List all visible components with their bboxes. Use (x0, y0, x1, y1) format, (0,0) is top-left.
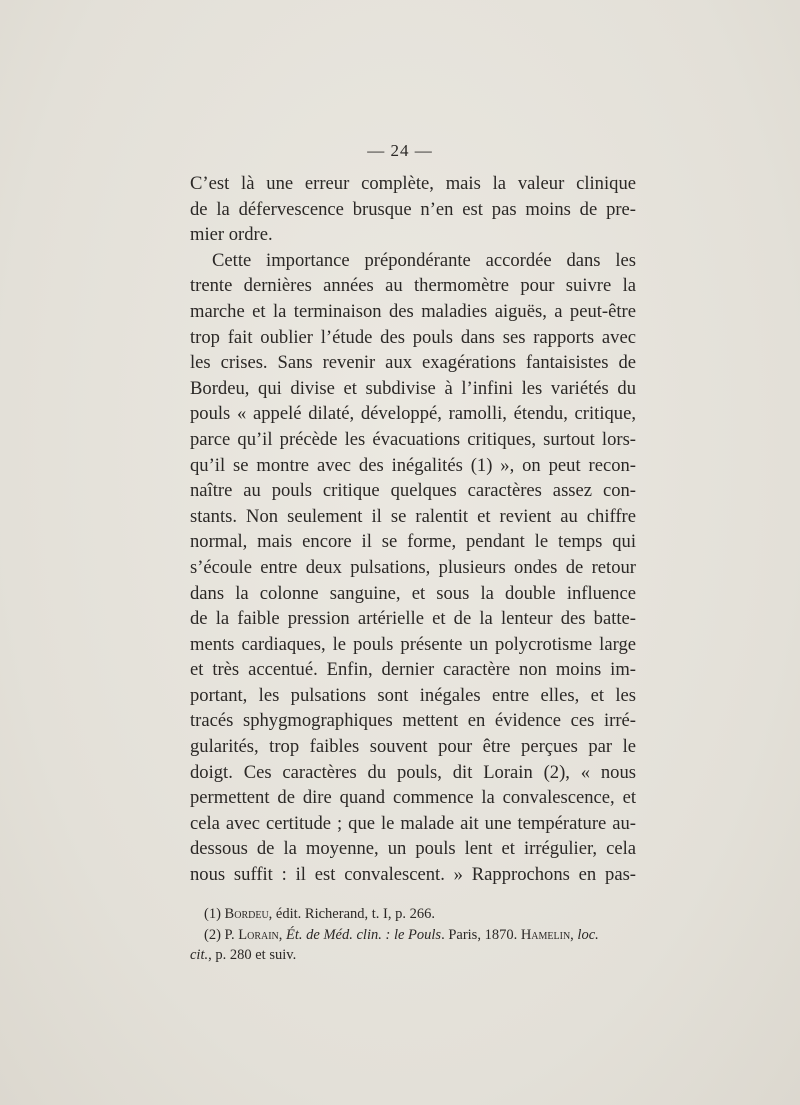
text-line: de la défervescence brusque n’en est pas moins de pre- (190, 198, 636, 220)
text-line: normal, mais encore il se forme, pendant le temps qui (190, 531, 636, 553)
text-line: marche et la terminaison des maladies aiguës, a peut-être (190, 300, 636, 322)
text-line: gularités, trop faibles souvent pour être perçues par le (190, 736, 636, 758)
text-line: trente dernières années au thermomètre pour suivre la (190, 275, 636, 297)
text-line: pouls « appelé dilaté, développé, ramolli, étendu, critique, (190, 403, 636, 425)
text-line: qu’il se montre avec des inégalités (1) », on peut recon- (190, 454, 636, 476)
footnote-2-continued (190, 945, 636, 966)
text-line: dessous de la moyenne, un pouls lent et irrégulier, cela (190, 838, 636, 860)
footnote-author: Lorain (238, 926, 279, 943)
text-line: C’est là une erreur complète, mais la valeur clinique (190, 173, 636, 194)
text-line: Cette importance prépondérante accordée dans les (212, 249, 636, 271)
text-line: tracés sphygmographiques mettent en évidence ces irré- (190, 710, 636, 732)
footnotes (190, 904, 636, 966)
text-line: doigt. Ces caractères du pouls, dit Lorain (2), « nous (190, 761, 636, 783)
text-line: parce qu’il précède les évacuations critiques, surtout lors- (190, 428, 636, 450)
footnote-marker: (2) P. (204, 926, 239, 943)
text-line: mier ordre. (190, 224, 273, 246)
text-line: Bordeu, qui divise et subdivise à l’infini les variétés du (190, 377, 636, 399)
text-line: les crises. Sans revenir aux exagérations fantaisistes de (190, 352, 636, 374)
text-line: portant, les pulsations sont inégales entre elles, et les (190, 684, 636, 706)
text-line: ments cardiaques, le pouls présente un polycrotisme large (190, 633, 636, 655)
text-line: permettent de dire quand commence la convalescence, et (190, 787, 636, 809)
text-line: s’écoule entre deux pulsations, plusieurs ondes de retour (190, 556, 636, 578)
page-number: — 24 — (367, 141, 433, 160)
text-line: trop fait oublier l’étude des pouls dans ses rapports avec (190, 326, 636, 348)
footnote-loc: loc. (577, 926, 599, 943)
text-line: dans la colonne sanguine, et sous la double influence (190, 582, 636, 604)
text-line: nous suffit : il est convalescent. » Rapprochons en pas- (190, 864, 636, 886)
footnote-1 (190, 904, 636, 925)
footnote-marker: (1) (204, 906, 225, 922)
footnote-text: , p. 280 et suiv. (208, 947, 297, 963)
body-text (190, 171, 636, 888)
footnote-text: , édit. Richerand, t. I, p. 266. (268, 906, 435, 922)
text-line: et très accentué. Enfin, dernier caractère non moins im- (190, 659, 636, 681)
footnote-author: Hamelin (520, 926, 571, 943)
footnote-text: . Paris, 1870. (441, 926, 521, 943)
footnote-2 (190, 925, 636, 946)
footnote-loc: cit. (190, 947, 209, 963)
footnote-text: , (570, 926, 578, 943)
text-line: cela avec certitude ; que le malade ait une température au- (190, 812, 636, 834)
text-line: stants. Non seulement il se ralentit et revient au chiffre (190, 505, 636, 527)
footnote-author: Bordeu (224, 906, 269, 922)
footnote-text: , (278, 926, 287, 943)
text-line: naître au pouls critique quelques caractères assez con- (190, 480, 636, 502)
footnote-work-title: Ét. de Méd. clin. : le Pouls (286, 926, 442, 943)
text-line: de la faible pression artérielle et de la lenteur des batte- (190, 608, 636, 630)
